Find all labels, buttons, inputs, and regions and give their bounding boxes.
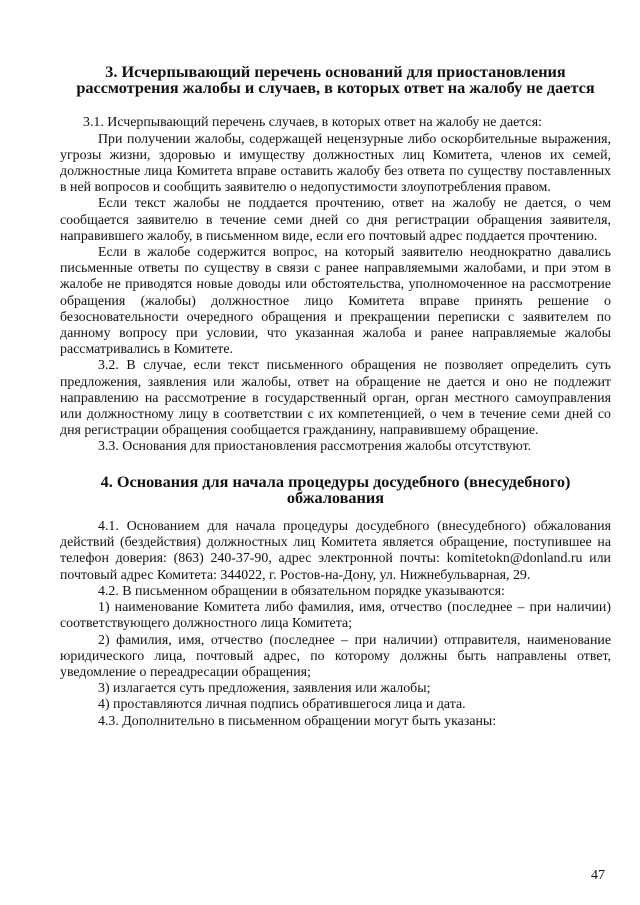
list-item-3: 3) излагается суть предложения, заявления или жалобы; <box>98 681 431 697</box>
paragraph-unreadable-complaints: Если текст жалобы не поддается прочтению, ответ на жалобу не дается, о чем сообщается заявителю в течение семи дней со дня регистрации обращения заявителя, направившего жалобу, в письменном виде, если его почтовый адрес поддается прочтению. <box>60 196 611 244</box>
section-4-heading: 4. Основания для начала процедуры досудебного (внесудебного) обжалования <box>100 472 571 507</box>
paragraph-repeated-complaints: Если в жалобе содержится вопрос, на который заявителю неоднократно давались письменные ответы по существу в связи с ранее направляемыми жалобами, и при этом в жалобе не приводятся новые доводы или обстоятельства, уполномоченное на рассмотрение обращения (жалобы) должностное лицо Комитета вправе принять решение о безосновательности очередного обращения и прекращении переписки с заявителем по данному вопросу при условии, что указанная жалоба и ранее направляемые жалобы рассматривались в Комитете. <box>60 245 611 358</box>
paragraph-3-3: 3.3. Основания для приостановления рассмотрения жалобы отсутствуют. <box>98 439 532 455</box>
paragraph-3-2: 3.2. В случае, если текст письменного обращения не позволяет определить суть предложения, заявления или жалобы, ответ на обращение не дается и оно не подлежит направлению на рассмотрение в государственный орган, орган местного самоуправления или должностному лицу в соответствии с их компетенцией, о чем в течение семи дней со дня регистрации обращения сообщается гражданину, направившему обращение. <box>60 358 611 439</box>
page-number: 47 <box>591 868 605 883</box>
paragraph-obscene-complaints: При получении жалобы, содержащей нецензурные либо оскорбительные выражения, угрозы жизни, здоровью и имуществу должностных лиц Комитета, членов их семей, должностные лица Комитета вправе оставить жалобу без ответа по существу поставленных в ней вопросов и сообщить заявителю о недопустимости злоупотребления правом. <box>60 131 611 196</box>
paragraph-4-2: 4.2. В письменном обращении в обязательном порядке указываются: <box>98 583 505 599</box>
list-item-1: 1) наименование Комитета либо фамилия, имя, отчество (последнее – при наличии) соответствующего должностного лица Комитета; <box>60 600 611 632</box>
paragraph-3-1: 3.1. Исчерпывающий перечень случаев, в которых ответ на жалобу не дается: <box>83 115 542 131</box>
list-item-2: 2) фамилия, имя, отчество (последнее – при наличии) отправителя, наименование юридического лица, почтовый адрес, по которому должны быть направлены ответ, уведомление о переадресации обращения; <box>60 632 611 680</box>
paragraph-4-3: 4.3. Дополнительно в письменном обращении могут быть указаны: <box>98 713 497 729</box>
document-page <box>60 58 611 730</box>
paragraph-4-1: 4.1. Основанием для начала процедуры досудебного (внесудебного) обжалования действий (бездействия) должностных лиц Комитета является обращение, поступившее на телефон доверия: (863) 240-37-90, адрес электронной почты: komitetokn@donland.ru или почтовый адрес Комитета: 344022, г. Ростов-на-Дону, ул. Нижнебульварная, 29. <box>60 519 611 583</box>
section-3-heading: 3. Исчерпывающий перечень оснований для приостановления рассмотрения жалобы и случаев, в которых ответ на жалобу не дается <box>76 63 595 98</box>
list-item-4: 4) проставляются личная подпись обратившегося лица и дата. <box>98 697 466 713</box>
